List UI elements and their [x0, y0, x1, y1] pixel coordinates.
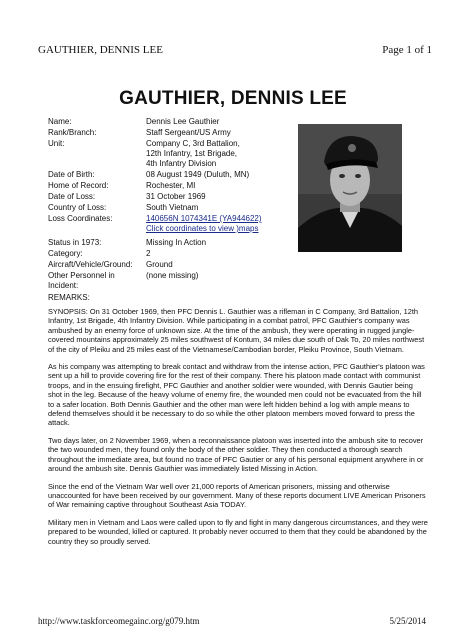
field-label: Home of Record: — [48, 181, 109, 190]
info-fields — [48, 117, 288, 292]
portrait-image — [298, 124, 402, 252]
field-value: 2 — [146, 249, 151, 258]
field-label: Other Personnel in Incident: — [48, 271, 115, 290]
field-country — [48, 203, 288, 213]
field-rank — [48, 128, 288, 138]
field-value: (none missing) — [146, 271, 199, 280]
portrait-photo — [298, 124, 402, 252]
field-value: Company C, 3rd Battalion, — [146, 139, 240, 148]
field-label: Country of Loss: — [48, 203, 107, 212]
field-label: Rank/Branch: — [48, 128, 97, 137]
print-footer-url: http://www.taskforceomegainc.org/g079.htm — [38, 616, 200, 626]
field-label: Name: — [48, 117, 72, 126]
page-title: GAUTHIER, DENNIS LEE — [119, 88, 347, 109]
field-label: Category: — [48, 249, 83, 258]
field-unit — [48, 139, 288, 169]
field-value: 12th Infantry, 1st Brigade, — [146, 149, 238, 158]
field-value: Ground — [146, 260, 173, 269]
print-header-page: Page 1 of 1 — [382, 44, 432, 56]
field-value: Dennis Lee Gauthier — [146, 117, 220, 126]
coordinates-link[interactable]: 140656N 1074341E (YA944622) — [146, 214, 262, 223]
field-home — [48, 181, 288, 191]
print-header-title: GAUTHIER, DENNIS LEE — [38, 44, 163, 56]
field-label: Date of Loss: — [48, 192, 96, 201]
field-value: 31 October 1969 — [146, 192, 206, 201]
field-value: 4th Infantry Division — [146, 159, 217, 168]
paragraph: Military men in Vietnam and Laos were called upon to fly and fight in many dangerous circumstances, and they were prepared to be wounded, killed or captured. It probably never occurred to them that they could be abandoned by the country they so proudly served. — [48, 517, 428, 546]
field-label: Loss Coordinates: — [48, 214, 113, 223]
paragraph-synopsis: SYNOPSIS: On 31 October 1969, then PFC Dennis L. Gauthier was a rifleman in C Company, 3rd Battalion, 12th Infantry, 1st Brigade, 4th Infantry Division. While participating in a combat patrol, PFC Gauthier's company was ambushed by an enemy force of unknown size. At the time of the ambush, they were operating in rugged jungle-covered mountains approximately 25 miles southwest of Kontum, 34 miles due south of Dak To, 20 miles northwest of the city of Pleiku and 25 miles east of the Vietnamese/Cambodian border, Pleiku Province, South Vietnam. — [48, 307, 425, 354]
field-label: Status in 1973: — [48, 238, 102, 247]
field-status — [48, 238, 288, 248]
paragraph: Since the end of the Vietnam War well over 21,000 reports of American prisoners, missing and otherwise unaccounted for have been received by our government. Many of these reports document LIVE American Prisoners of War remaining captive throughout Southeast Asia TODAY. — [48, 481, 426, 510]
view-maps-link[interactable]: Click coordinates to view )maps — [146, 224, 259, 233]
paragraph: As his company was attempting to break contact and withdraw from the intense action, PFC Gauthier's platoon was sent up a hill to provide covering fire for the rest of their company. There his platoon made contact with communist troops, and in the ensuing firefight, PFC Gauthier and another soldier were wounded, with Dennis Gautier being shot in the leg. Because of the heavy volume of enemy fire, the wounded men could not be evacuated from the hill to a safer location. Both Dennis Gauthier and the other man were left hidden behind a log with ample means to defend themselves should it be necessary to do so while the other platoon members moved forward to press the attack. — [48, 362, 425, 428]
field-value: 08 August 1949 (Duluth, MN) — [146, 170, 250, 179]
field-label: Unit: — [48, 139, 65, 148]
field-label: Date of Birth: — [48, 170, 95, 179]
field-value: Missing In Action — [146, 238, 207, 247]
remarks-body — [48, 307, 428, 554]
field-date-of-loss — [48, 192, 288, 202]
field-name — [48, 117, 288, 127]
field-label: Aircraft/Vehicle/Ground: — [48, 260, 133, 269]
print-footer-date: 5/25/2014 — [389, 616, 426, 626]
field-coordinates — [48, 214, 288, 234]
field-value: South Vietnam — [146, 203, 199, 212]
field-vehicle — [48, 260, 288, 270]
field-value: Rochester, MI — [146, 181, 196, 190]
remarks-heading: REMARKS: — [48, 293, 90, 302]
field-category — [48, 249, 288, 259]
paragraph: Two days later, on 2 November 1969, when a reconnaissance platoon was inserted into the ambush site to recover the two wounded men, they found only the body of the other soldier. They then conducted a thorough search throughout the immediate area, but found no trace of PFC Gautier or any of his personal equipment anywhere in or around the ambush site. Dennis Gauthier was immediately listed Missing in Action. — [48, 435, 424, 474]
field-other-personnel — [48, 271, 288, 291]
field-value: Staff Sergeant/US Army — [146, 128, 231, 137]
field-dob — [48, 170, 288, 180]
